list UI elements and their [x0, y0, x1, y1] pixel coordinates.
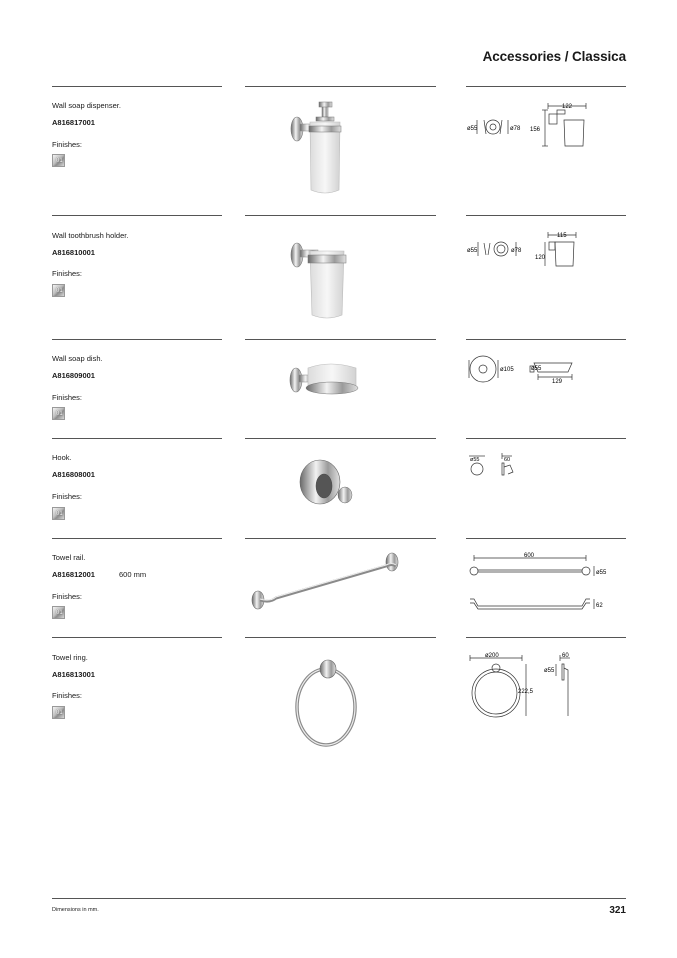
- finishes-label: Finishes:: [52, 140, 83, 149]
- product-length: 600 mm: [119, 570, 147, 579]
- divider: [245, 86, 436, 87]
- divider: [466, 538, 626, 539]
- product-name: Wall soap dispenser.: [52, 101, 121, 110]
- product-name: Towel rail.: [52, 553, 86, 562]
- divider: [52, 438, 222, 439]
- dim-label: ø55: [531, 366, 542, 372]
- footer-note: Dimensions in mm.: [52, 907, 99, 913]
- finishes-label: Finishes:: [52, 592, 83, 601]
- dim-label: 62: [596, 603, 603, 609]
- product-photo-soap-dish: [280, 352, 410, 412]
- dim-label: ø55: [470, 457, 480, 463]
- finish-swatch: 01: [52, 507, 65, 520]
- dim-label: 122: [562, 104, 573, 110]
- divider: [245, 215, 436, 216]
- dim-label: ø200: [485, 653, 499, 659]
- product-name: Wall toothbrush holder.: [52, 231, 129, 240]
- dim-label: 120: [535, 255, 546, 261]
- divider: [466, 86, 626, 87]
- finish-swatch: 01: [52, 284, 65, 297]
- footer-divider: [52, 898, 626, 899]
- dimension-drawing-hook: [464, 452, 544, 482]
- product-photo-towel-rail: [246, 548, 406, 613]
- dim-label: ø55: [544, 668, 555, 674]
- finishes-label: Finishes:: [52, 691, 83, 700]
- dim-label: 60: [504, 457, 511, 463]
- divider: [245, 538, 436, 539]
- product-name: Wall soap dish.: [52, 354, 103, 363]
- divider: [52, 637, 222, 638]
- finishes-label: Finishes:: [52, 393, 83, 402]
- product-photo-towel-ring: [290, 655, 370, 750]
- divider: [245, 637, 436, 638]
- divider: [52, 538, 222, 539]
- dim-label: 156: [530, 127, 541, 133]
- product-photo-soap-dispenser: [280, 100, 410, 200]
- dimension-drawing-toothbrush-holder: [464, 228, 604, 278]
- product-code: A816809001: [52, 371, 95, 380]
- product-code: A816808001: [52, 470, 95, 479]
- finish-swatch: 01: [52, 407, 65, 420]
- dimension-drawing-towel-rail: [464, 550, 614, 614]
- product-name: Hook.: [52, 453, 72, 462]
- dim-label: ø78: [511, 248, 522, 254]
- dim-label: 115: [557, 233, 567, 239]
- dimension-drawing-towel-ring: [464, 650, 584, 720]
- dim-label: ø78: [510, 126, 521, 132]
- dim-label: ø55: [596, 570, 607, 576]
- dim-label: ø105: [500, 367, 514, 373]
- divider: [466, 215, 626, 216]
- divider: [52, 86, 222, 87]
- finish-swatch: 01: [52, 154, 65, 167]
- dim-label: 129: [552, 379, 563, 385]
- divider: [466, 637, 626, 638]
- dim-label: ø55: [467, 248, 478, 254]
- divider: [52, 215, 222, 216]
- product-code: A816810001: [52, 248, 95, 257]
- finishes-label: Finishes:: [52, 492, 83, 501]
- product-name: Towel ring.: [52, 653, 88, 662]
- finish-swatch: 01: [52, 606, 65, 619]
- divider: [466, 438, 626, 439]
- product-photo-hook: [290, 453, 370, 513]
- dimension-drawing-soap-dispenser: [464, 98, 604, 158]
- dim-label: 222,5: [518, 689, 534, 695]
- divider: [245, 339, 436, 340]
- dim-label: 60: [562, 653, 569, 659]
- product-code: A816813001: [52, 670, 95, 679]
- product-code: A816817001: [52, 118, 95, 127]
- divider: [245, 438, 436, 439]
- dim-label: 600: [524, 553, 535, 559]
- product-photo-toothbrush-holder: [280, 233, 410, 323]
- page-number: 321: [609, 905, 626, 916]
- divider: [52, 339, 222, 340]
- dim-label: ø55: [467, 126, 478, 132]
- divider: [466, 339, 626, 340]
- finishes-label: Finishes:: [52, 269, 83, 278]
- page-title: Accessories / Classica: [482, 49, 626, 64]
- product-code: A816812001: [52, 570, 95, 579]
- dimension-drawing-soap-dish: [464, 350, 604, 390]
- finish-swatch: 01: [52, 706, 65, 719]
